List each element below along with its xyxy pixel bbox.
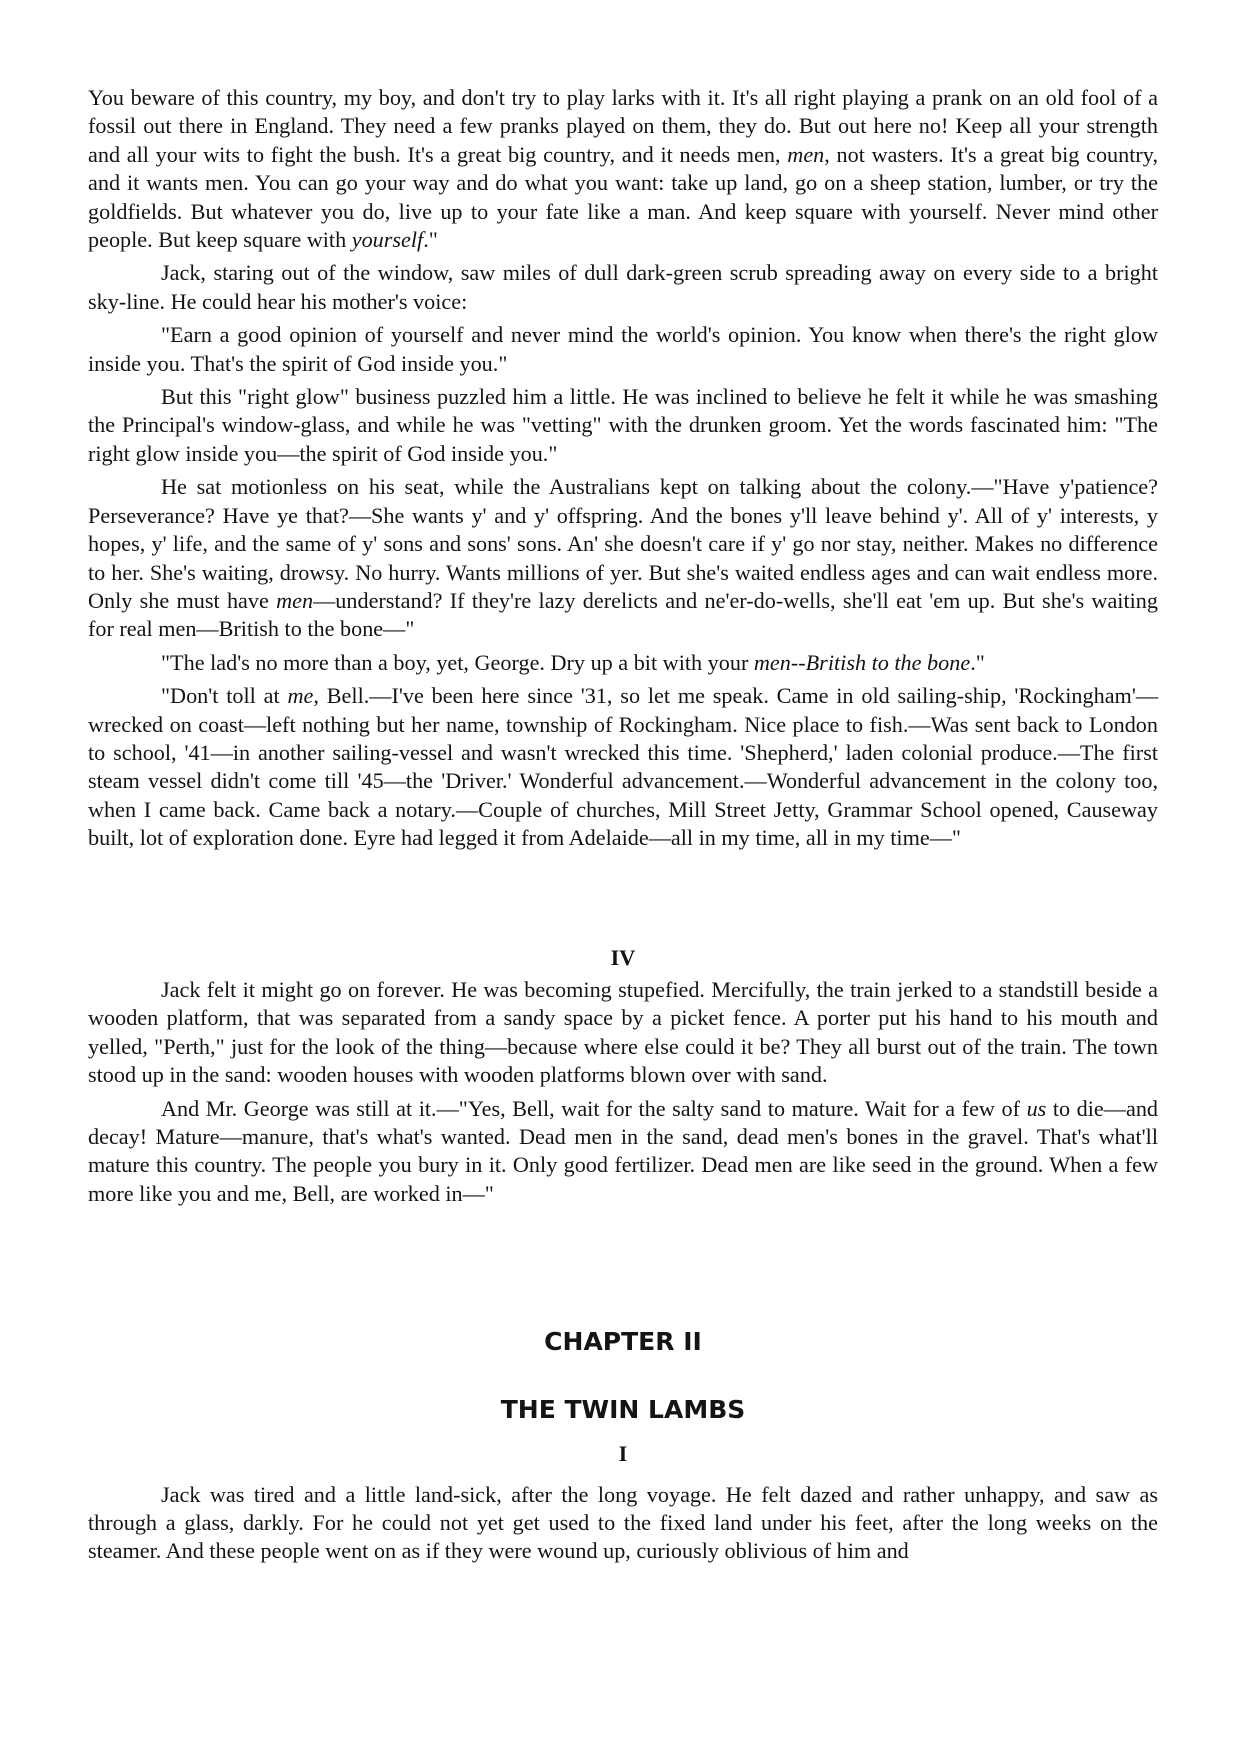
paragraph [88, 976, 1158, 1090]
paragraph [88, 321, 1158, 378]
text-run: , Bell.—I've been here since '31, so let me speak. Came in old sailing-ship, 'Rockingham'—wrecked on coast—left nothing but her name, township of Rockingham. Nice place to fish.—Was sent back to London to school, '41—in another sailing-vessel and wasn't wrecked this time. 'Shepherd,' laden colonial produce.—The first steam vessel didn't come till '45—the 'Driver.' Wonderful advancement.—Wonderful advancement in the colony too, when I came back. Came back a notary.—Couple of churches, Mill Street Jetty, Grammar School opened, Causeway built, lot of exploration done. Eyre had legged it from Adelaide—all in my time, all in my time—" [88, 683, 1159, 851]
chapter-number: CHAPTER II [544, 1327, 702, 1357]
section-heading-i: I [618, 1441, 628, 1467]
top-text-block [88, 84, 1158, 853]
chapter-title: THE TWIN LAMBS [500, 1395, 746, 1425]
text-run: ." [423, 227, 438, 253]
paragraph [88, 259, 1158, 316]
section-heading-iv: IV [610, 944, 636, 970]
text-run: "Don't toll at [161, 683, 288, 709]
italic-run: us [1026, 1095, 1047, 1121]
text-run: Jack felt it might go on forever. He was becoming stupefied. Mercifully, the train jerked to a standstill beside a wooden platform, that was separated from a sandy space by a picket fence. A porter put his hand to his mouth and yelled, "Perth," just for the look of the thing—because where else could it be? They all burst out of the train. The town stood up in the sand: wooden houses with wooden platforms blown over with sand. [88, 976, 1158, 1088]
text-run: to die—and decay! Mature—manure, that's what's wanted. Dead men in the sand, dead men's bones in the gravel. That's what'll mature this country. The people you bury in it. Only good fertilizer. Dead men are like seed in the ground. When a few more like you and me, Bell, are worked in—" [88, 1095, 1159, 1206]
italic-run: yourself [351, 227, 424, 253]
italic-run: me [287, 683, 314, 709]
paragraph [88, 473, 1158, 643]
text-run: "Earn a good opinion of yourself and never mind the world's opinion. You know when there's the right glow inside you. That's the spirit of God inside you." [88, 322, 1158, 376]
text-run: And Mr. George was still at it.—"Yes, Bell, wait for the salty sand to mature. Wait for a few of [161, 1095, 1027, 1121]
paragraph [88, 649, 1158, 677]
italic-run: men--British to the bone [753, 649, 971, 675]
text-run: But this "right glow" business puzzled him a little. He was inclined to believe he felt it while he was smashing the Principal's window-glass, and while he was "vetting" with the drunken groom. Yet the words fascinated him: "The right glow inside you—the spirit of God inside you." [88, 384, 1158, 466]
text-run: Jack, staring out of the window, saw miles of dull dark-green scrub spreading away on every side to a bright sky-line. He could hear his mother's voice: [88, 260, 1158, 314]
section-iv-text-block [88, 976, 1158, 1208]
paragraph [88, 1095, 1158, 1209]
book-page [88, 84, 1158, 1571]
text-run: —understand? If they're lazy derelicts and ne'er-do-wells, she'll eat 'em up. But she's waiting for real men—British to the bone—" [88, 587, 1158, 642]
italic-run: men [787, 141, 825, 167]
paragraph [88, 682, 1158, 852]
text-run: You beware of this country, my boy, and don't try to play larks with it. It's all right playing a prank on an old fool of a fossil out there in England. They need a few pranks played on them, they do. But out here no! Keep all your strength and all your wits to fight the bush. It's a great big country, and it needs men, [88, 85, 1158, 167]
text-run: He sat motionless on his seat, while the Australians kept on talking about the colony.—"Have y'patience? Perseverance? Have ye that?—She wants y' and y' offspring. And the bones y'll leave behind y'. All of y' interests, y hopes, y' life, and the same of y' sons and sons' sons. An' she doesn't care if y' go nor stay, neither. Makes no difference to her. She's waiting, drowsy. No hurry. Wants millions of yer. But she's waited endless ages and can wait endless more. Only she must have [88, 474, 1158, 613]
text-run: "The lad's no more than a boy, yet, George. Dry up a bit with your [161, 649, 754, 675]
chapter-text-block [88, 1481, 1158, 1566]
text-run: , not wasters. It's a great big country, and it wants men. You can go your way and do what you want: take up land, go on a sheep station, lumber, or try the goldfields. But whatever you do, live up to your fate like a man. And keep square with yourself. Never mind other people. But keep square with [88, 141, 1158, 253]
text-run: ." [970, 649, 985, 675]
paragraph [88, 84, 1158, 254]
italic-run: men [276, 587, 314, 613]
paragraph [88, 383, 1158, 468]
paragraph [88, 1481, 1158, 1566]
text-run: Jack was tired and a little land-sick, after the long voyage. He felt dazed and rather unhappy, and saw as through a glass, darkly. For he could not yet get used to the fixed land under his feet, after the long weeks on the steamer. And these people went on as if they were wound up, curiously oblivious of him and [88, 1481, 1158, 1564]
